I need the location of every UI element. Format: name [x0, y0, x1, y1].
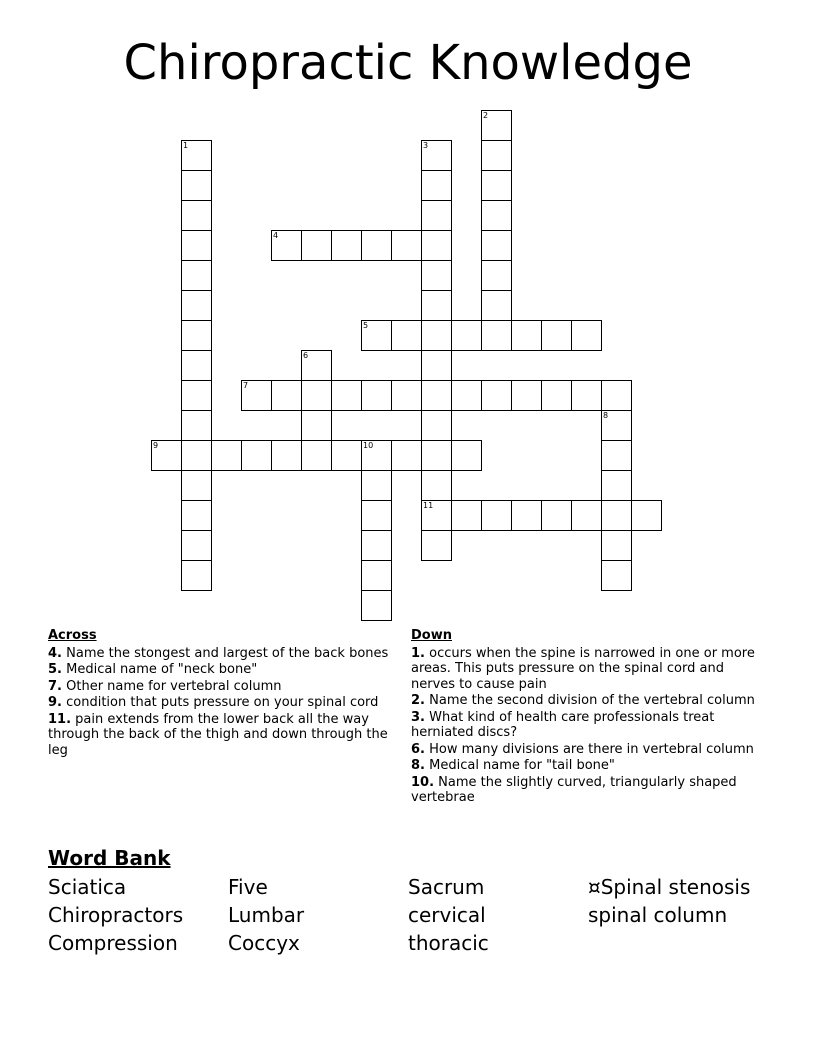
- clue-across-5: 5. Medical name of "neck bone": [48, 662, 258, 677]
- clue-down-6: 6. How many divisions are there in vertebral column: [411, 741, 754, 757]
- crossword-cell[interactable]: [601, 560, 632, 591]
- crossword-cell[interactable]: [151, 440, 182, 471]
- crossword-cell[interactable]: [451, 380, 482, 411]
- crossword-cell[interactable]: [181, 380, 212, 411]
- word-bank-item: Five: [228, 875, 268, 899]
- page-title: Chiropractic Knowledge: [123, 35, 693, 91]
- crossword-cell[interactable]: [301, 350, 332, 381]
- crossword-cell[interactable]: [421, 350, 452, 381]
- crossword-cell[interactable]: [571, 320, 602, 351]
- crossword-cell[interactable]: [421, 440, 452, 471]
- crossword-cell[interactable]: [541, 380, 572, 411]
- crossword-cell[interactable]: [421, 260, 452, 291]
- crossword-cell[interactable]: [571, 380, 602, 411]
- clue-down-1: 1. occurs when the spine is narrowed in one or more areas. This puts pressure on the spinal cord and nerves to cause pain: [411, 645, 755, 692]
- crossword-cell[interactable]: [361, 440, 392, 471]
- crossword-cell[interactable]: [361, 530, 392, 561]
- clue-number: 10: [363, 441, 374, 450]
- crossword-cell[interactable]: [391, 320, 422, 351]
- crossword-cell[interactable]: [271, 440, 302, 471]
- clue-down-2: 2. Name the second division of the vertebral column: [411, 693, 755, 708]
- crossword-cell[interactable]: [421, 500, 452, 531]
- crossword-cell[interactable]: [181, 230, 212, 261]
- crossword-cell[interactable]: [181, 260, 212, 291]
- crossword-cell[interactable]: [481, 140, 512, 171]
- crossword-cell[interactable]: [481, 260, 512, 291]
- clue-down-10: 10. Name the slightly curved, triangularly shaped vertebrae: [411, 774, 737, 805]
- crossword-cell[interactable]: [271, 230, 302, 261]
- crossword-cell[interactable]: [571, 500, 602, 531]
- crossword-cell[interactable]: [601, 440, 632, 471]
- crossword-cell[interactable]: [631, 500, 662, 531]
- crossword-cell[interactable]: [181, 440, 212, 471]
- crossword-cell[interactable]: [181, 200, 212, 231]
- crossword-cell[interactable]: [541, 500, 572, 531]
- crossword-cell[interactable]: [241, 440, 272, 471]
- crossword-cell[interactable]: [421, 230, 452, 261]
- crossword-cell[interactable]: [481, 170, 512, 201]
- clue-number: 3: [423, 141, 429, 150]
- crossword-cell[interactable]: [271, 380, 302, 411]
- crossword-cell[interactable]: [451, 320, 482, 351]
- crossword-cell[interactable]: [481, 290, 512, 321]
- crossword-cell[interactable]: [421, 320, 452, 351]
- down-clues: [411, 628, 761, 807]
- crossword-cell[interactable]: [181, 320, 212, 351]
- crossword-cell[interactable]: [481, 320, 512, 351]
- crossword-cell[interactable]: [301, 230, 332, 261]
- crossword-cell[interactable]: [481, 200, 512, 231]
- word-bank-item: ¤Spinal stenosis: [588, 875, 751, 899]
- crossword-cell[interactable]: [181, 350, 212, 381]
- crossword-cell[interactable]: [511, 380, 542, 411]
- clue-number: 11: [423, 501, 434, 510]
- crossword-cell[interactable]: [391, 440, 422, 471]
- crossword-cell[interactable]: [421, 290, 452, 321]
- across-heading: Across: [48, 628, 97, 643]
- crossword-cell[interactable]: [451, 440, 482, 471]
- crossword-cell[interactable]: [451, 500, 482, 531]
- clue-across-9: 9. condition that puts pressure on your spinal cord: [48, 695, 379, 710]
- clue-across-11: 11. pain extends from the lower back all the way through the back of the thigh and down through the leg: [48, 711, 388, 758]
- across-clues: [48, 628, 403, 759]
- word-bank-item: Sciatica: [48, 875, 127, 899]
- crossword-cell[interactable]: [421, 410, 452, 441]
- crossword-cell[interactable]: [421, 170, 452, 201]
- crossword-cell[interactable]: [361, 560, 392, 591]
- crossword-cell[interactable]: [421, 470, 452, 501]
- crossword-cell[interactable]: [391, 230, 422, 261]
- crossword-cell[interactable]: [331, 380, 362, 411]
- word-bank-item: cervical: [408, 903, 486, 927]
- crossword-cell[interactable]: [241, 380, 272, 411]
- crossword-cell[interactable]: [331, 440, 362, 471]
- clue-number: 5: [363, 321, 369, 330]
- clue-number: 8: [603, 411, 609, 420]
- word-bank-item: Sacrum: [408, 875, 485, 899]
- word-bank-item: Compression: [48, 931, 178, 955]
- crossword-cell[interactable]: [421, 140, 452, 171]
- clue-down-8: 8. Medical name for "tail bone": [411, 758, 615, 773]
- crossword-cell[interactable]: [601, 470, 632, 501]
- crossword-cell[interactable]: [181, 140, 212, 171]
- crossword-cell[interactable]: [421, 200, 452, 231]
- crossword-cell[interactable]: [301, 380, 332, 411]
- crossword-cell[interactable]: [601, 500, 632, 531]
- crossword-cell[interactable]: [211, 440, 242, 471]
- crossword-cell[interactable]: [331, 230, 362, 261]
- crossword-cell[interactable]: [181, 560, 212, 591]
- crossword-cell[interactable]: [481, 500, 512, 531]
- crossword-cell[interactable]: [361, 320, 392, 351]
- word-bank-item: Coccyx: [228, 931, 300, 955]
- crossword-cell[interactable]: [511, 500, 542, 531]
- clue-down-3: 3. What kind of health care professionals treat herniated discs?: [411, 709, 715, 740]
- crossword-cell[interactable]: [421, 380, 452, 411]
- crossword-cell[interactable]: [301, 440, 332, 471]
- crossword-cell[interactable]: [601, 530, 632, 561]
- crossword-cell[interactable]: [181, 530, 212, 561]
- clue-number: 1: [183, 141, 189, 150]
- down-heading: Down: [411, 628, 452, 643]
- clue-number: 2: [483, 111, 489, 120]
- clue-number: 7: [243, 381, 249, 390]
- clue-number: 9: [153, 441, 159, 450]
- clue-number: 6: [303, 351, 309, 360]
- word-bank-item: Lumbar: [228, 903, 305, 927]
- crossword-cell[interactable]: [361, 500, 392, 531]
- word-bank-heading: Word Bank: [48, 846, 171, 870]
- crossword-cell[interactable]: [301, 410, 332, 441]
- crossword-cell[interactable]: [181, 170, 212, 201]
- crossword-cell[interactable]: [391, 380, 422, 411]
- crossword-cell[interactable]: [481, 230, 512, 261]
- crossword-cell[interactable]: [511, 320, 542, 351]
- word-bank-item: Chiropractors: [48, 903, 184, 927]
- clue-across-4: 4. Name the stongest and largest of the back bones: [48, 645, 389, 661]
- crossword-cell[interactable]: [181, 470, 212, 501]
- crossword-cell[interactable]: [361, 380, 392, 411]
- crossword-cell[interactable]: [361, 230, 392, 261]
- word-bank-item: thoracic: [408, 931, 489, 955]
- crossword-cell[interactable]: [601, 410, 632, 441]
- crossword-cell[interactable]: [601, 380, 632, 411]
- crossword-cell[interactable]: [181, 290, 212, 321]
- crossword-cell[interactable]: [481, 110, 512, 141]
- crossword-cell[interactable]: [361, 590, 392, 621]
- clue-number: 4: [273, 231, 279, 240]
- crossword-cell[interactable]: [541, 320, 572, 351]
- crossword-cell[interactable]: [361, 470, 392, 501]
- crossword-cell[interactable]: [181, 500, 212, 531]
- crossword-cell[interactable]: [481, 380, 512, 411]
- crossword-cell[interactable]: [421, 530, 452, 561]
- crossword-cell[interactable]: [181, 410, 212, 441]
- word-bank-item: spinal column: [588, 903, 728, 927]
- clue-across-7: 7. Other name for vertebral column: [48, 678, 282, 694]
